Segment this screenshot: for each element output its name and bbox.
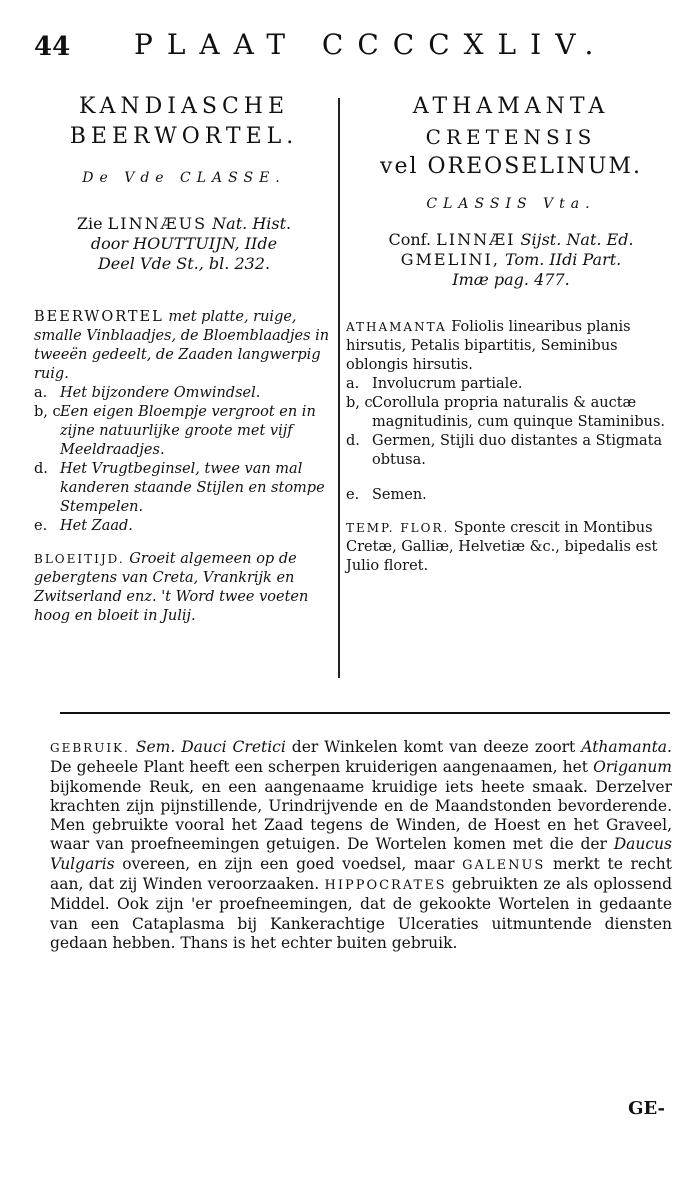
horizontal-rule: [60, 712, 670, 714]
ref-line-3: Deel Vde St., bl. 232.: [97, 254, 271, 273]
desc-text: met platte, ruige, smalle Vinblaadjes, de Bloemblaadjes in tweeën gedeelt, de Zaaden langwerpig ruig.: [34, 309, 330, 382]
dutch-title-line-1: KANDIASCHE: [78, 94, 290, 119]
plate-title: PLAAT CCCCXLIV.: [134, 28, 608, 61]
latin-title-line-2: CRETENSIS: [425, 125, 597, 149]
ref-work: Nat. Hist.: [212, 214, 292, 233]
dutch-classe: De Vde CLASSE.: [82, 170, 286, 186]
page-number: 44: [34, 32, 71, 62]
ref-conf: Conf.: [388, 230, 432, 249]
dutch-item-e: e. Het Zaad.: [34, 518, 133, 534]
latin-title-line-1: ATHAMANTA: [412, 94, 610, 119]
running-head: [34, 28, 663, 68]
dutch-description: [34, 308, 334, 384]
latin-item-d: d. Germen, Stijli duo distantes a Stigmata obtusa.: [346, 433, 663, 468]
temp-flor-text: Sponte crescit in Montibus Cretæ, Galliæ, Helvetiæ &c., bipedalis est Julio floret.: [346, 520, 658, 574]
bloeitijd-text: Groeit algemeen op de gebergtens van Creta, Vrankrijk en Zwitserland enz. 't Word twee voeten hoog en bloeit in Julij.: [34, 551, 309, 624]
dutch-reference: [34, 214, 334, 274]
ref-tom: Tom. IIdi Part.: [505, 250, 622, 269]
latin-desc-text: Foliolis linearibus planis hirsutis, Petalis bipartitis, Seminibus oblongis hirsutis.: [346, 319, 631, 373]
latin-item-a: a. Involucrum partiale.: [346, 376, 523, 392]
dutch-item-bc: b, c Een eigen Bloempje vergroot en in zijne natuurlijke groote met vijf Meeldraadjes.: [34, 404, 316, 458]
catchword: GE-: [628, 1098, 665, 1119]
latin-item-e: e. Semen.: [346, 487, 427, 503]
latin-reference: [346, 230, 676, 290]
gebruik-paragraph: GEBRUIK. Sem. Dauci Cretici der Winkelen komt van deeze zoort Athamanta. De geheele Plant heeft een scherpen kruiderigen aangenaamen, het Origanum bijkomende Reuk, en een aangenaame kruidige iets heete smaak. Derzelver krachten zijn pijnstillende, Urindrijvende en de Maandstonden bevorderende. Men gebruikte vooral het Zaad tegens de Winden, de Hoest en het Graveel, waar van proefneemingen getuigen. De Wortelen komen met die der Daucus Vulgaris overeen, en zijn een goed voedsel, maar GALENUS merkt te recht aan, dat zij Winden veroorzaaken. HIPPOCRATES gebruikten ze als oplossend Middel. Ook zijn 'er proefneemingen, dat de gekookte Wortelen in gedaante van een Cataplasma bij Kankerachtige Ulceraties uitmuntende diensten gedaan hebben. Thans is het echter buiten gebruik.: [50, 738, 673, 952]
ref-prefix: Zie: [76, 214, 103, 233]
ref-author: LINNÆUS: [107, 214, 208, 233]
dutch-item-a: a. Het bijzondere Omwindsel.: [34, 385, 261, 401]
latin-classis: CLASSIS Vta.: [426, 196, 596, 212]
latin-desc-lead: ATHAMANTA: [346, 320, 447, 334]
latin-item-bc: b, c. Corollula propria naturalis & auctæ magnitudinis, cum quinque Staminibus.: [346, 395, 666, 430]
dutch-bloeitijd: [34, 550, 334, 626]
dutch-title-line-2: BEERWORTEL.: [69, 124, 299, 149]
temp-flor-lead: TEMP. FLOR.: [346, 521, 450, 535]
dutch-column: [34, 92, 334, 626]
gebruik-lead: GEBRUIK.: [50, 741, 130, 755]
ref-line-2: door HOUTTUIJN, IIde: [90, 234, 278, 253]
ref-gmelini: GMELINI,: [400, 250, 500, 269]
column-divider: [338, 98, 340, 678]
two-column-section: [34, 92, 669, 692]
latin-temp-flor: [346, 519, 676, 576]
ref-author-latin: LINNÆI: [436, 230, 516, 249]
latin-title-line-3: vel OREOSELINUM.: [380, 154, 642, 179]
bloeitijd-lead: BLOEITIJD.: [34, 552, 125, 566]
ref-work-latin: Sijst. Nat. Ed.: [520, 230, 634, 249]
latin-column: [346, 92, 676, 576]
ref-pag: Imæ pag. 477.: [452, 270, 570, 289]
dutch-item-d: d. Het Vrugtbeginsel, twee van mal kanderen staande Stijlen en stompe Stempelen.: [34, 461, 325, 515]
latin-description: [346, 318, 676, 375]
desc-lead: BEERWORTEL: [34, 309, 164, 325]
